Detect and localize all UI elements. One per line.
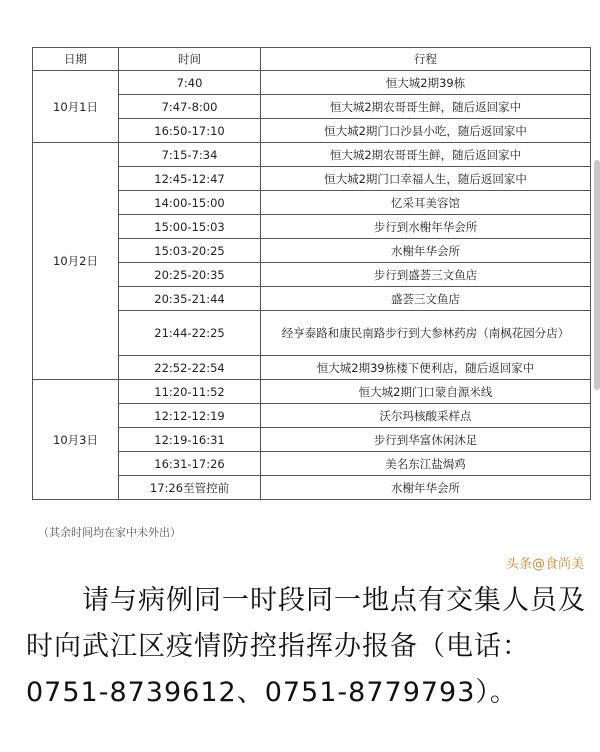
time-cell: 16:50-17:10 — [119, 119, 261, 143]
header-route: 行程 — [261, 48, 591, 71]
time-cell: 15:03-20:25 — [119, 239, 261, 263]
route-cell: 步行到盛荟三文鱼店 — [261, 263, 591, 287]
time-cell: 14:00-15:00 — [119, 191, 261, 215]
route-cell: 恒大城2期门口沙县小吃，随后返回家中 — [261, 119, 591, 143]
header-time: 时间 — [119, 48, 261, 71]
route-cell: 恒大城2期农哥哥生鲜，随后返回家中 — [261, 95, 591, 119]
time-cell: 7:47-8:00 — [119, 95, 261, 119]
time-cell: 12:12-12:19 — [119, 404, 261, 428]
report-notice-text: 请与病例同一时段同一地点有交集人员及时向武江区疫情防控指挥办报备（电话：0751-8739612、0751-8779793）。 — [26, 585, 586, 708]
itinerary-table — [32, 47, 591, 500]
time-cell: 12:19-16:31 — [119, 428, 261, 452]
scrollbar[interactable] — [594, 160, 600, 390]
route-cell: 盛荟三文鱼店 — [261, 287, 591, 311]
time-cell: 11:20-11:52 — [119, 380, 261, 404]
route-cell: 经亨泰路和康民南路步行到大参林药房（南枫花园分店） — [261, 311, 591, 356]
date-cell: 10月1日 — [33, 71, 119, 143]
time-cell: 12:45-12:47 — [119, 167, 261, 191]
table-row — [33, 143, 591, 167]
time-cell: 7:15-7:34 — [119, 143, 261, 167]
route-cell: 水榭年华会所 — [261, 476, 591, 500]
route-cell: 沃尔玛核酸采样点 — [261, 404, 591, 428]
route-cell: 恒大城2期39栋楼下便利店，随后返回家中 — [261, 356, 591, 380]
time-cell: 20:35-21:44 — [119, 287, 261, 311]
header-date: 日期 — [33, 48, 119, 71]
time-cell: 22:52-22:54 — [119, 356, 261, 380]
route-cell: 恒大城2期39栋 — [261, 71, 591, 95]
route-cell: 美名东江盐焗鸡 — [261, 452, 591, 476]
route-cell: 水榭年华会所 — [261, 239, 591, 263]
table-header-row — [33, 48, 591, 71]
route-cell: 步行到华富休闲沐足 — [261, 428, 591, 452]
table-row — [33, 380, 591, 404]
route-cell: 忆采耳美容馆 — [261, 191, 591, 215]
route-cell: 恒大城2期农哥哥生鲜，随后返回家中 — [261, 143, 591, 167]
time-cell: 20:25-20:35 — [119, 263, 261, 287]
route-cell: 恒大城2期门口蒙自源米线 — [261, 380, 591, 404]
footnote: （其余时间均在家中未外出） — [38, 526, 181, 539]
route-cell: 恒大城2期门口幸福人生，随后返回家中 — [261, 167, 591, 191]
report-notice — [26, 578, 592, 716]
time-cell: 21:44-22:25 — [119, 311, 261, 356]
date-cell: 10月2日 — [33, 143, 119, 380]
table-row — [33, 71, 591, 95]
time-cell: 15:00-15:03 — [119, 215, 261, 239]
route-cell: 步行到水榭年华会所 — [261, 215, 591, 239]
time-cell: 7:40 — [119, 71, 261, 95]
source-watermark: 头条@食尚美 — [505, 557, 584, 572]
date-cell: 10月3日 — [33, 380, 119, 500]
time-cell: 16:31-17:26 — [119, 452, 261, 476]
time-cell: 17:26至管控前 — [119, 476, 261, 500]
